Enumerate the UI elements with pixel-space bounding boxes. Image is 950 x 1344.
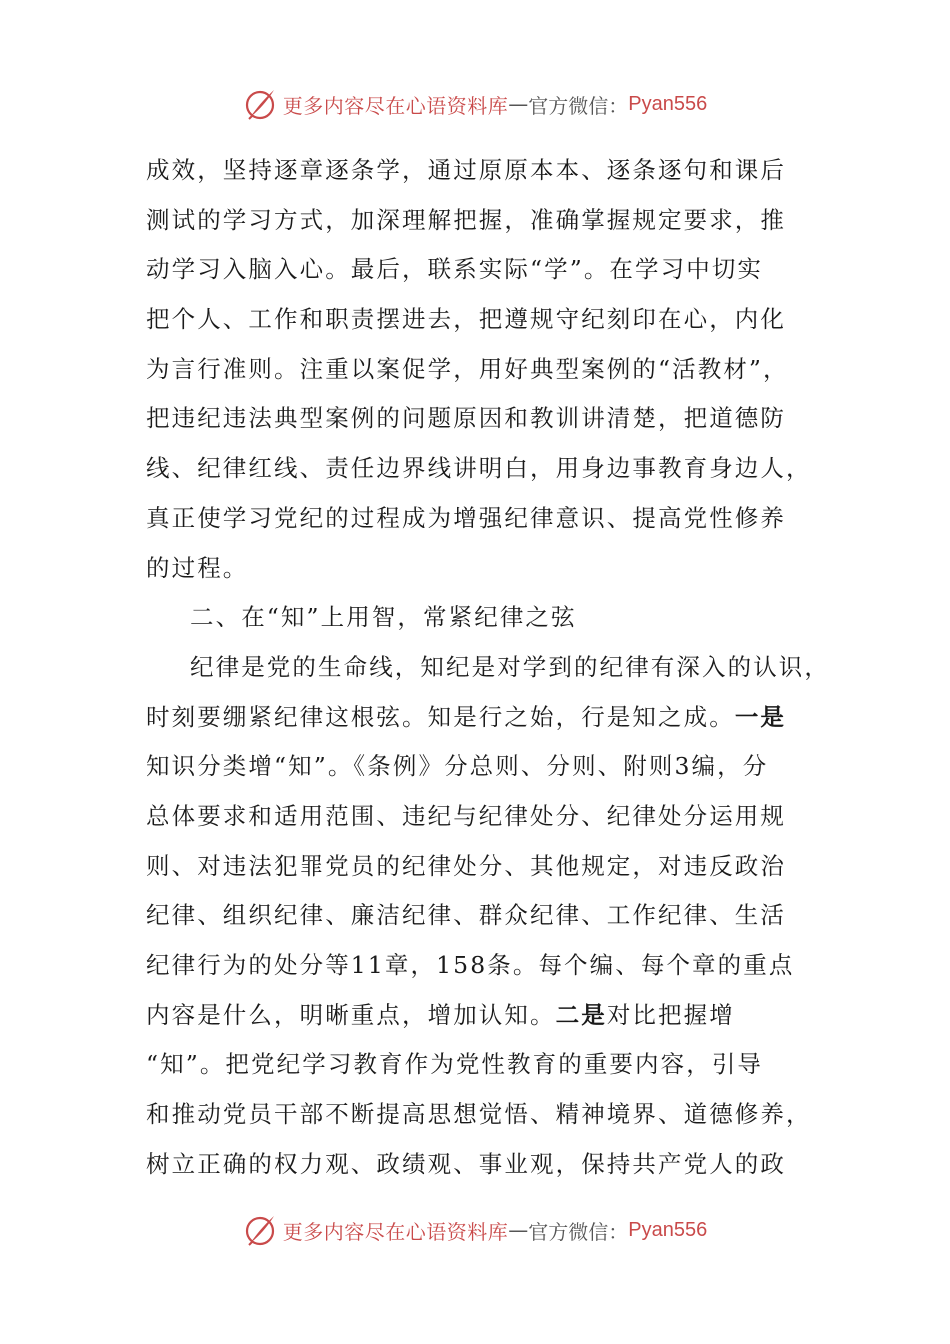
- text-line-12-bold: 一是: [734, 702, 787, 731]
- text-line-19: “知”。把党纪学习教育作为党性教育的重要内容，引导: [146, 1050, 764, 1079]
- text-line-15: 则、对违法犯罪党员的纪律处分、其他规定，对违反政治: [146, 851, 786, 880]
- text-line-6: 把违纪违法典型案例的问题原因和教训讲清楚，把道德防: [146, 404, 786, 433]
- text-line-7: 线、纪律红线、责任边界线讲明白，用身边事教育身边人，: [146, 454, 812, 483]
- text-line-13: 知识分类增“知”。《条例》分总则、分则、附则3编，分: [146, 752, 769, 781]
- footer-dash: —: [508, 1218, 529, 1242]
- text-line-17: 纪律行为的处分等11章，158条。每个编、每个章的重点: [146, 951, 795, 979]
- header-dash: —: [508, 92, 529, 116]
- quill-logo-icon: [243, 86, 279, 122]
- text-line-11: 纪律是党的生命线，知纪是对学到的纪律有深入的认识，: [190, 652, 830, 681]
- text-line-21: 树立正确的权力观、政绩观、事业观，保持共产党人的政: [146, 1149, 786, 1178]
- text-line-18: [146, 991, 816, 1041]
- quill-logo-icon: [243, 1212, 279, 1248]
- text-line-18-bold: 二是: [555, 1000, 607, 1029]
- footer-wechat-id: Pyan556: [628, 1218, 708, 1241]
- footer-promo-text: 更多内容尽在心语资料库: [282, 1219, 509, 1244]
- header-promo-text: 更多内容尽在心语资料库: [282, 93, 509, 118]
- text-line-1: 成效，坚持逐章逐条学，通过原原本本、逐条逐句和课后: [146, 156, 786, 184]
- document-body: [146, 146, 830, 1189]
- footer-watermark-banner: [0, 1208, 950, 1252]
- text-line-5: 为言行准则。注重以案促学，用好典型案例的“活教材”，: [146, 354, 789, 383]
- text-line-3: 动学习入脑入心。最后，联系实际“学”。在学习中切实: [146, 255, 764, 284]
- header-watermark-banner: [0, 82, 950, 126]
- text-line-2: 测试的学习方式，加深理解把握，准确掌握规定要求，推: [146, 205, 786, 234]
- text-line-20: 和推动党员干部不断提高思想觉悟、精神境界、道德修养，: [146, 1100, 812, 1129]
- text-line-9: 的过程。: [146, 553, 249, 582]
- text-line-12-main: 时刻要绷紧纪律这根弦。知是行之始，行是知之成。: [146, 702, 735, 731]
- text-line-12: [146, 693, 816, 743]
- text-line-18-main: 内容是什么，明晰重点，增加认知。: [146, 1000, 556, 1029]
- text-line-18-after: 对比把握增: [606, 1000, 735, 1029]
- text-line-14: 总体要求和适用范围、违纪与纪律处分、纪律处分运用规: [146, 801, 786, 830]
- section-heading: 二、在“知”上用智，常紧纪律之弦: [190, 603, 577, 632]
- header-wechat-id: Pyan556: [628, 92, 708, 115]
- text-line-4: 把个人、工作和职责摆进去，把遵规守纪刻印在心，内化: [146, 305, 786, 334]
- text-line-16: 纪律、组织纪律、廉洁纪律、群众纪律、工作纪律、生活: [146, 901, 786, 930]
- text-line-8: 真正使学习党纪的过程成为增强纪律意识、提高党性修养: [146, 503, 786, 532]
- header-wechat-label: 官方微信：: [528, 93, 629, 118]
- footer-wechat-label: 官方微信：: [528, 1219, 629, 1244]
